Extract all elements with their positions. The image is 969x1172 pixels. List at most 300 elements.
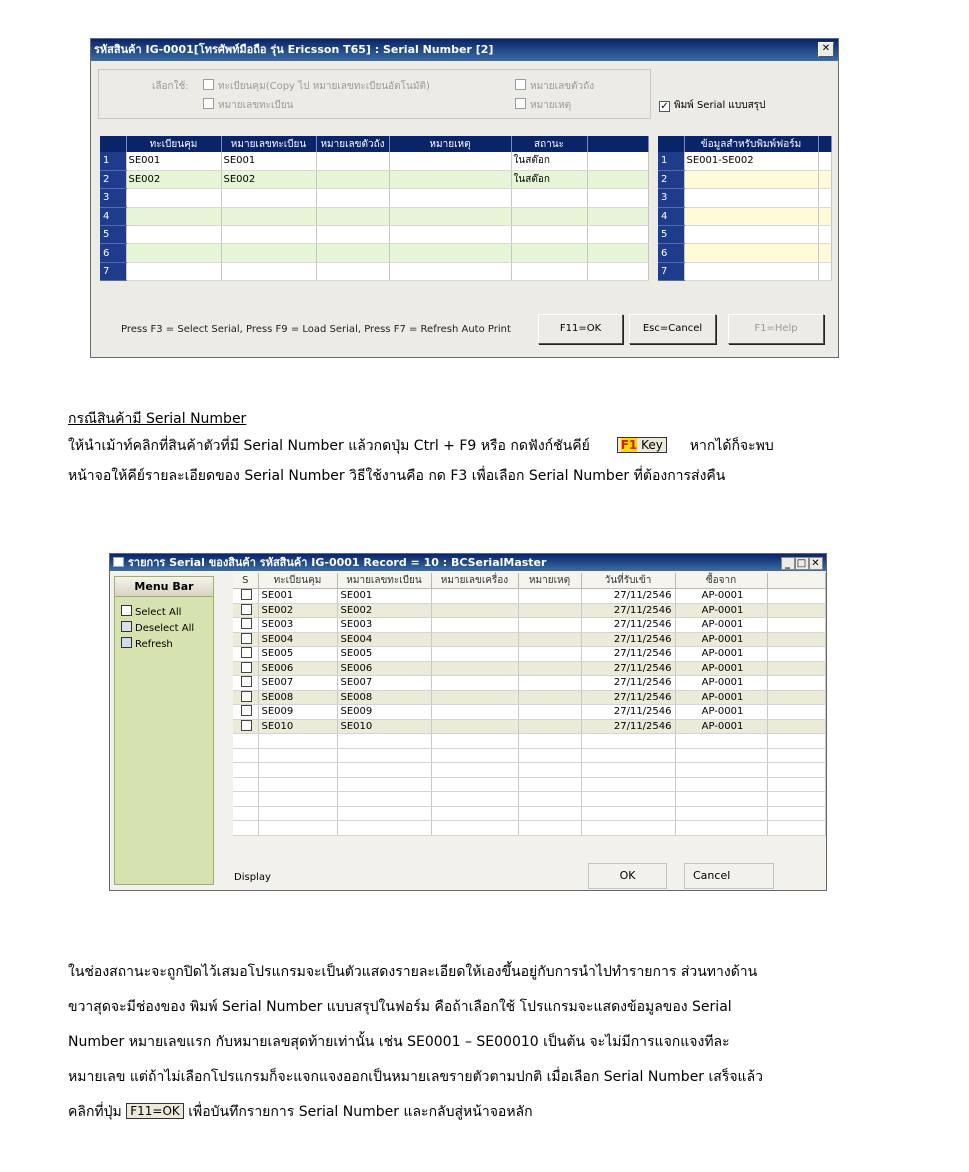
table-cell[interactable] [767,589,826,604]
table-cell[interactable] [518,690,581,705]
table-cell[interactable] [431,763,518,778]
table-cell[interactable]: 27/11/2546 [581,618,675,633]
table-cell[interactable] [767,777,826,792]
select-cell[interactable] [233,661,258,676]
table-cell[interactable] [675,821,767,836]
table-cell[interactable] [337,734,431,749]
table-cell[interactable]: SE002 [221,170,316,188]
table-cell[interactable] [581,806,675,821]
table-cell[interactable] [233,734,258,749]
col-note[interactable]: หมายเหตุ [389,136,511,152]
table-row[interactable] [233,748,826,763]
table-cell[interactable] [389,207,511,225]
menu-deselect-all[interactable]: Deselect All [115,619,213,635]
table-cell[interactable]: SE006 [258,661,337,676]
checkbox[interactable] [241,662,252,673]
col-body-number[interactable]: หมายเลขตัวถัง [316,136,389,152]
table-cell[interactable] [431,618,518,633]
serial-grid[interactable] [100,136,649,281]
table-cell[interactable] [233,748,258,763]
table-cell[interactable] [767,676,826,691]
table-cell[interactable]: SE003 [258,618,337,633]
table-cell[interactable] [126,262,221,280]
table-cell[interactable]: SE009 [258,705,337,720]
row-number: 5 [100,226,126,244]
checkbox[interactable] [241,618,252,629]
table-cell[interactable] [767,763,826,778]
table-cell[interactable] [684,207,818,225]
table-cell[interactable] [389,262,511,280]
table-cell[interactable] [675,792,767,807]
table-row[interactable] [233,806,826,821]
table-cell[interactable] [337,821,431,836]
col-received-date[interactable]: วันที่รับเข้า [581,573,675,589]
checkbox[interactable] [241,720,252,731]
row-number: 4 [100,207,126,225]
col-reg-number[interactable]: หมายเลขทะเบียน [337,573,431,589]
table-cell[interactable] [767,792,826,807]
serial-list-grid[interactable] [233,573,826,836]
table-cell[interactable] [316,189,389,207]
checkbox[interactable] [203,98,214,109]
row-number: 1 [100,152,126,170]
col-register[interactable]: ทะเบียนคุม [258,573,337,589]
table-row[interactable] [658,189,832,207]
close-icon[interactable]: ✕ [809,557,823,570]
table-cell[interactable] [675,748,767,763]
table-cell[interactable] [767,661,826,676]
table-row[interactable] [233,632,826,647]
row-number: 6 [658,244,684,262]
option-body-number[interactable]: หมายเลขตัวถัง [515,79,594,94]
paragraph-line: ในช่องสถานะจะถูกปิดไว้เสมอโปรแกรมจะเป็นตัวแสดงรายละเอียดให้เองขึ้นอยู่กับการนำไปทำรายการ ส่วนทางด้าน [68,964,758,980]
table-row[interactable] [233,661,826,676]
table-row[interactable] [233,589,826,604]
table-cell[interactable] [431,705,518,720]
table-row[interactable] [233,705,826,720]
window-title-bar [110,554,826,571]
table-cell[interactable]: SE003 [337,618,431,633]
table-cell[interactable] [431,777,518,792]
table-cell[interactable] [511,226,587,244]
table-cell[interactable] [518,821,581,836]
table-cell[interactable]: SE010 [258,719,337,734]
table-cell[interactable]: 27/11/2546 [581,690,675,705]
table-cell[interactable]: SE001 [221,152,316,170]
table-cell[interactable]: SE009 [337,705,431,720]
table-cell[interactable] [587,207,649,225]
table-cell[interactable]: AP-0001 [675,647,767,662]
table-cell[interactable]: SE005 [337,647,431,662]
select-cell[interactable] [233,705,258,720]
table-cell[interactable] [518,632,581,647]
table-cell[interactable]: SE004 [337,632,431,647]
table-cell[interactable] [518,589,581,604]
table-cell[interactable] [431,661,518,676]
table-cell[interactable] [389,189,511,207]
table-cell[interactable]: SE002 [337,603,431,618]
table-cell[interactable] [818,262,832,280]
table-cell[interactable] [221,244,316,262]
summary-serial-checkbox[interactable]: ✓ พิมพ์ Serial แบบสรุป [659,98,765,113]
checkbox[interactable] [241,604,252,615]
checkbox[interactable] [241,633,252,644]
print-data-grid[interactable] [658,136,832,281]
table-cell[interactable] [233,821,258,836]
table-cell[interactable] [518,734,581,749]
checkbox[interactable] [241,691,252,702]
checkbox[interactable] [515,98,526,109]
table-cell[interactable] [767,748,826,763]
table-cell[interactable]: 27/11/2546 [581,719,675,734]
table-cell[interactable] [581,777,675,792]
table-cell[interactable]: AP-0001 [675,690,767,705]
table-cell[interactable]: SE010 [337,719,431,734]
table-cell[interactable]: SE007 [337,676,431,691]
table-cell[interactable] [518,748,581,763]
table-cell[interactable] [258,734,337,749]
select-cell[interactable] [233,719,258,734]
table-row[interactable] [658,152,832,170]
table-cell[interactable] [431,806,518,821]
table-cell[interactable]: SE001 [258,589,337,604]
table-cell[interactable]: AP-0001 [675,719,767,734]
checkbox-checked[interactable] [659,101,670,112]
table-cell[interactable] [684,170,818,188]
table-cell[interactable] [818,207,832,225]
option-register-number[interactable]: หมายเลขทะเบียน [203,98,293,113]
table-cell[interactable] [126,189,221,207]
table-cell[interactable]: AP-0001 [675,603,767,618]
table-cell[interactable] [126,226,221,244]
table-row[interactable] [658,226,832,244]
table-cell[interactable] [518,806,581,821]
table-cell[interactable] [581,763,675,778]
checkbox[interactable] [241,589,252,600]
table-row[interactable] [233,763,826,778]
table-cell[interactable] [337,806,431,821]
table-cell[interactable]: AP-0001 [675,589,767,604]
table-cell[interactable]: AP-0001 [675,661,767,676]
table-cell[interactable] [581,734,675,749]
table-cell[interactable] [518,618,581,633]
col-status[interactable]: สถานะ [511,136,587,152]
col-purchased-from[interactable]: ซื้อจาก [675,573,767,589]
f11-ok-button-icon: F11=OK [126,1103,184,1119]
table-cell[interactable] [518,792,581,807]
select-cell[interactable] [233,589,258,604]
f1-key-icon: F1 Key [617,437,667,453]
table-cell[interactable] [587,244,649,262]
table-cell[interactable] [767,603,826,618]
table-cell[interactable] [587,170,649,188]
table-row[interactable] [658,262,832,280]
table-cell[interactable] [221,189,316,207]
row-number: 2 [658,170,684,188]
dialog-title-bar [91,39,838,61]
maximize-icon[interactable]: □ [796,558,808,569]
table-cell[interactable] [389,170,511,188]
table-cell[interactable] [581,821,675,836]
table-cell[interactable] [767,821,826,836]
table-cell[interactable] [684,244,818,262]
table-cell[interactable] [581,792,675,807]
table-row[interactable] [233,603,826,618]
table-row[interactable] [233,618,826,633]
col-reg-number[interactable]: หมายเลขทะเบียน [221,136,316,152]
table-cell[interactable]: SE007 [258,676,337,691]
close-icon[interactable]: ✕ [818,42,834,57]
cancel-button[interactable]: Esc=Cancel [629,314,716,344]
ok-button[interactable]: OK [588,863,667,889]
table-cell[interactable] [258,748,337,763]
table-row[interactable] [233,792,826,807]
table-cell[interactable]: 27/11/2546 [581,661,675,676]
table-cell[interactable]: 27/11/2546 [581,705,675,720]
table-row[interactable] [233,719,826,734]
display-label: Display [234,872,271,883]
table-cell[interactable]: SE002 [258,603,337,618]
table-cell[interactable] [337,792,431,807]
table-cell[interactable]: SE005 [258,647,337,662]
table-cell[interactable]: ในสต๊อก [511,152,587,170]
table-cell[interactable] [767,719,826,734]
table-cell[interactable]: 27/11/2546 [581,632,675,647]
select-cell[interactable] [233,676,258,691]
table-cell[interactable]: SE006 [337,661,431,676]
section-heading: กรณีสินค้ามี Serial Number [68,411,247,427]
row-number: 1 [658,152,684,170]
table-cell[interactable] [767,647,826,662]
table-cell[interactable] [518,777,581,792]
menu-select-all[interactable]: Select All [115,603,213,619]
table-cell[interactable] [126,244,221,262]
checkbox[interactable] [515,79,526,90]
table-cell[interactable] [684,189,818,207]
table-row[interactable] [100,189,649,207]
table-cell[interactable] [431,748,518,763]
table-row[interactable] [233,647,826,662]
table-cell[interactable] [581,748,675,763]
table-cell[interactable] [431,734,518,749]
table-cell[interactable] [518,719,581,734]
table-cell[interactable] [767,632,826,647]
minimize-icon[interactable]: _ [781,557,795,570]
table-cell[interactable] [818,170,832,188]
checkbox[interactable] [203,79,214,90]
table-cell[interactable] [675,806,767,821]
table-row[interactable] [100,262,649,280]
table-cell[interactable]: AP-0001 [675,632,767,647]
table-cell[interactable] [126,207,221,225]
select-cell[interactable] [233,647,258,662]
table-row[interactable] [100,170,649,188]
page-icon [121,605,132,616]
table-cell[interactable] [431,603,518,618]
table-row[interactable] [100,244,649,262]
checkbox[interactable] [241,705,252,716]
table-cell[interactable] [316,244,389,262]
table-cell[interactable] [518,763,581,778]
table-cell[interactable] [389,244,511,262]
table-row[interactable] [658,207,832,225]
table-cell[interactable] [587,262,649,280]
table-cell[interactable] [258,763,337,778]
table-cell[interactable] [389,152,511,170]
table-row[interactable] [658,170,832,188]
table-cell[interactable]: SE001 [126,152,221,170]
table-cell[interactable] [431,647,518,662]
table-cell[interactable] [518,705,581,720]
checkbox[interactable] [241,676,252,687]
table-row[interactable] [100,207,649,225]
table-cell[interactable] [431,719,518,734]
table-cell[interactable] [258,821,337,836]
table-cell[interactable] [675,763,767,778]
table-cell[interactable] [431,690,518,705]
table-row[interactable] [233,690,826,705]
table-cell[interactable] [767,690,826,705]
use-options-group [98,69,651,119]
table-cell[interactable] [518,647,581,662]
table-cell[interactable] [233,763,258,778]
menu-refresh[interactable]: Refresh [115,635,213,651]
table-cell[interactable] [818,244,832,262]
col-print-data: ข้อมูลสำหรับพิมพ์ฟอร์ม [684,136,818,152]
table-cell[interactable]: SE004 [258,632,337,647]
table-row[interactable] [233,777,826,792]
table-cell[interactable] [767,705,826,720]
table-cell[interactable]: SE001-SE002 [684,152,818,170]
table-row[interactable] [100,152,649,170]
table-row[interactable] [233,821,826,836]
cancel-button[interactable]: Cancel [684,863,774,889]
table-cell[interactable] [337,777,431,792]
table-cell[interactable] [511,244,587,262]
col-select[interactable]: S [233,573,258,589]
table-cell[interactable]: SE008 [258,690,337,705]
table-cell[interactable] [233,806,258,821]
table-cell[interactable]: AP-0001 [675,676,767,691]
row-number: 6 [100,244,126,262]
table-cell[interactable] [258,777,337,792]
table-cell[interactable] [818,189,832,207]
table-cell[interactable] [316,226,389,244]
paragraph-line: หน้าจอให้คีย์รายละเอียดของ Serial Number วิธีใช้งานคือ กด F3 เพื่อเลือก Serial Number ที่ต้องการส่งคืน [68,468,726,484]
table-cell[interactable] [431,589,518,604]
paragraph-line: หมายเลข แต่ถ้าไม่เลือกโปรแกรมก็จะแจกแจงออกเป็นหมายเลขรายตัวตามปกติ เมื่อเลือก Serial Number เสร็จแล้ว [68,1069,764,1085]
table-cell[interactable] [511,262,587,280]
table-cell[interactable] [587,226,649,244]
table-cell[interactable] [675,777,767,792]
table-cell[interactable]: 27/11/2546 [581,603,675,618]
table-cell[interactable] [431,792,518,807]
select-cell[interactable] [233,603,258,618]
table-cell[interactable] [518,676,581,691]
table-cell[interactable] [767,806,826,821]
checkbox[interactable] [241,647,252,658]
table-row[interactable] [233,676,826,691]
row-number: 2 [100,170,126,188]
col-note[interactable]: หมายเหตุ [518,573,581,589]
table-cell[interactable] [258,792,337,807]
table-cell[interactable] [587,189,649,207]
table-cell[interactable]: 27/11/2546 [581,589,675,604]
table-cell[interactable] [221,226,316,244]
select-cell[interactable] [233,618,258,633]
table-cell[interactable] [431,821,518,836]
grid-header [100,136,649,152]
table-cell[interactable] [675,734,767,749]
table-cell[interactable]: SE008 [337,690,431,705]
table-cell[interactable] [431,632,518,647]
table-cell[interactable]: 27/11/2546 [581,647,675,662]
row-number: 7 [658,262,684,280]
col-register[interactable]: ทะเบียนคุม [126,136,221,152]
table-cell[interactable] [389,226,511,244]
table-cell[interactable] [767,734,826,749]
table-cell[interactable] [767,618,826,633]
table-cell[interactable]: AP-0001 [675,705,767,720]
paragraph-line: ให้นำเม้าท์คลิกที่สินค้าตัวที่มี Serial Number แล้วกดปุ่ม Ctrl + F9 หรือ กดฟังก์ชันคีย์ F1 Key หากได้ก็จะพบ [68,438,774,454]
table-cell[interactable] [518,603,581,618]
paragraph-line: Number หมายเลขแรก กับหมายเลขสุดท้ายเท่านั้น เช่น SE0001 – SE00010 เป็นต้น จะไม่มีการแจกแจงทีละ [68,1034,730,1050]
menu-bar-panel [114,576,214,885]
table-cell[interactable] [316,152,389,170]
table-row[interactable] [100,226,649,244]
table-cell[interactable] [316,262,389,280]
table-cell[interactable] [684,226,818,244]
table-cell[interactable]: SE001 [337,589,431,604]
option-register-copy[interactable]: ทะเบียนคุม(Copy ไป หมายเลขทะเบียนอัตโนมัติ) [203,79,430,94]
table-cell[interactable] [316,170,389,188]
table-cell[interactable] [684,262,818,280]
col-machine-number[interactable]: หมายเลขเครื่อง [431,573,518,589]
table-cell[interactable] [818,152,832,170]
table-row[interactable] [658,244,832,262]
table-cell[interactable] [587,152,649,170]
table-cell[interactable] [258,806,337,821]
table-cell[interactable] [431,676,518,691]
table-cell[interactable]: ในสต๊อก [511,170,587,188]
table-row[interactable] [233,734,826,749]
option-note[interactable]: หมายเหตุ [515,98,571,113]
table-cell[interactable] [221,262,316,280]
table-cell[interactable] [221,207,316,225]
table-cell[interactable] [337,763,431,778]
table-cell[interactable] [511,207,587,225]
table-cell[interactable] [233,792,258,807]
table-cell[interactable] [518,661,581,676]
table-cell[interactable] [818,226,832,244]
window-title: รายการ Serial ของสินค้า รหัสสินค้า IG-0001 Record = 10 : BCSerialMaster [128,556,547,569]
table-cell[interactable] [233,777,258,792]
select-cell[interactable] [233,632,258,647]
select-cell[interactable] [233,690,258,705]
table-cell[interactable]: 27/11/2546 [581,676,675,691]
dialog-title: รหัสสินค้า IG-0001[โทรศัพท์มือถือ รุ่น Ericsson T65] : Serial Number [2] [94,43,494,56]
table-cell[interactable] [337,748,431,763]
save-icon [121,621,132,632]
table-cell[interactable] [511,189,587,207]
ok-button[interactable]: F11=OK [538,314,623,344]
help-button[interactable]: F1=Help [728,314,824,344]
table-cell[interactable] [316,207,389,225]
row-number: 4 [658,207,684,225]
table-cell[interactable]: SE002 [126,170,221,188]
table-cell[interactable]: AP-0001 [675,618,767,633]
row-number: 5 [658,226,684,244]
